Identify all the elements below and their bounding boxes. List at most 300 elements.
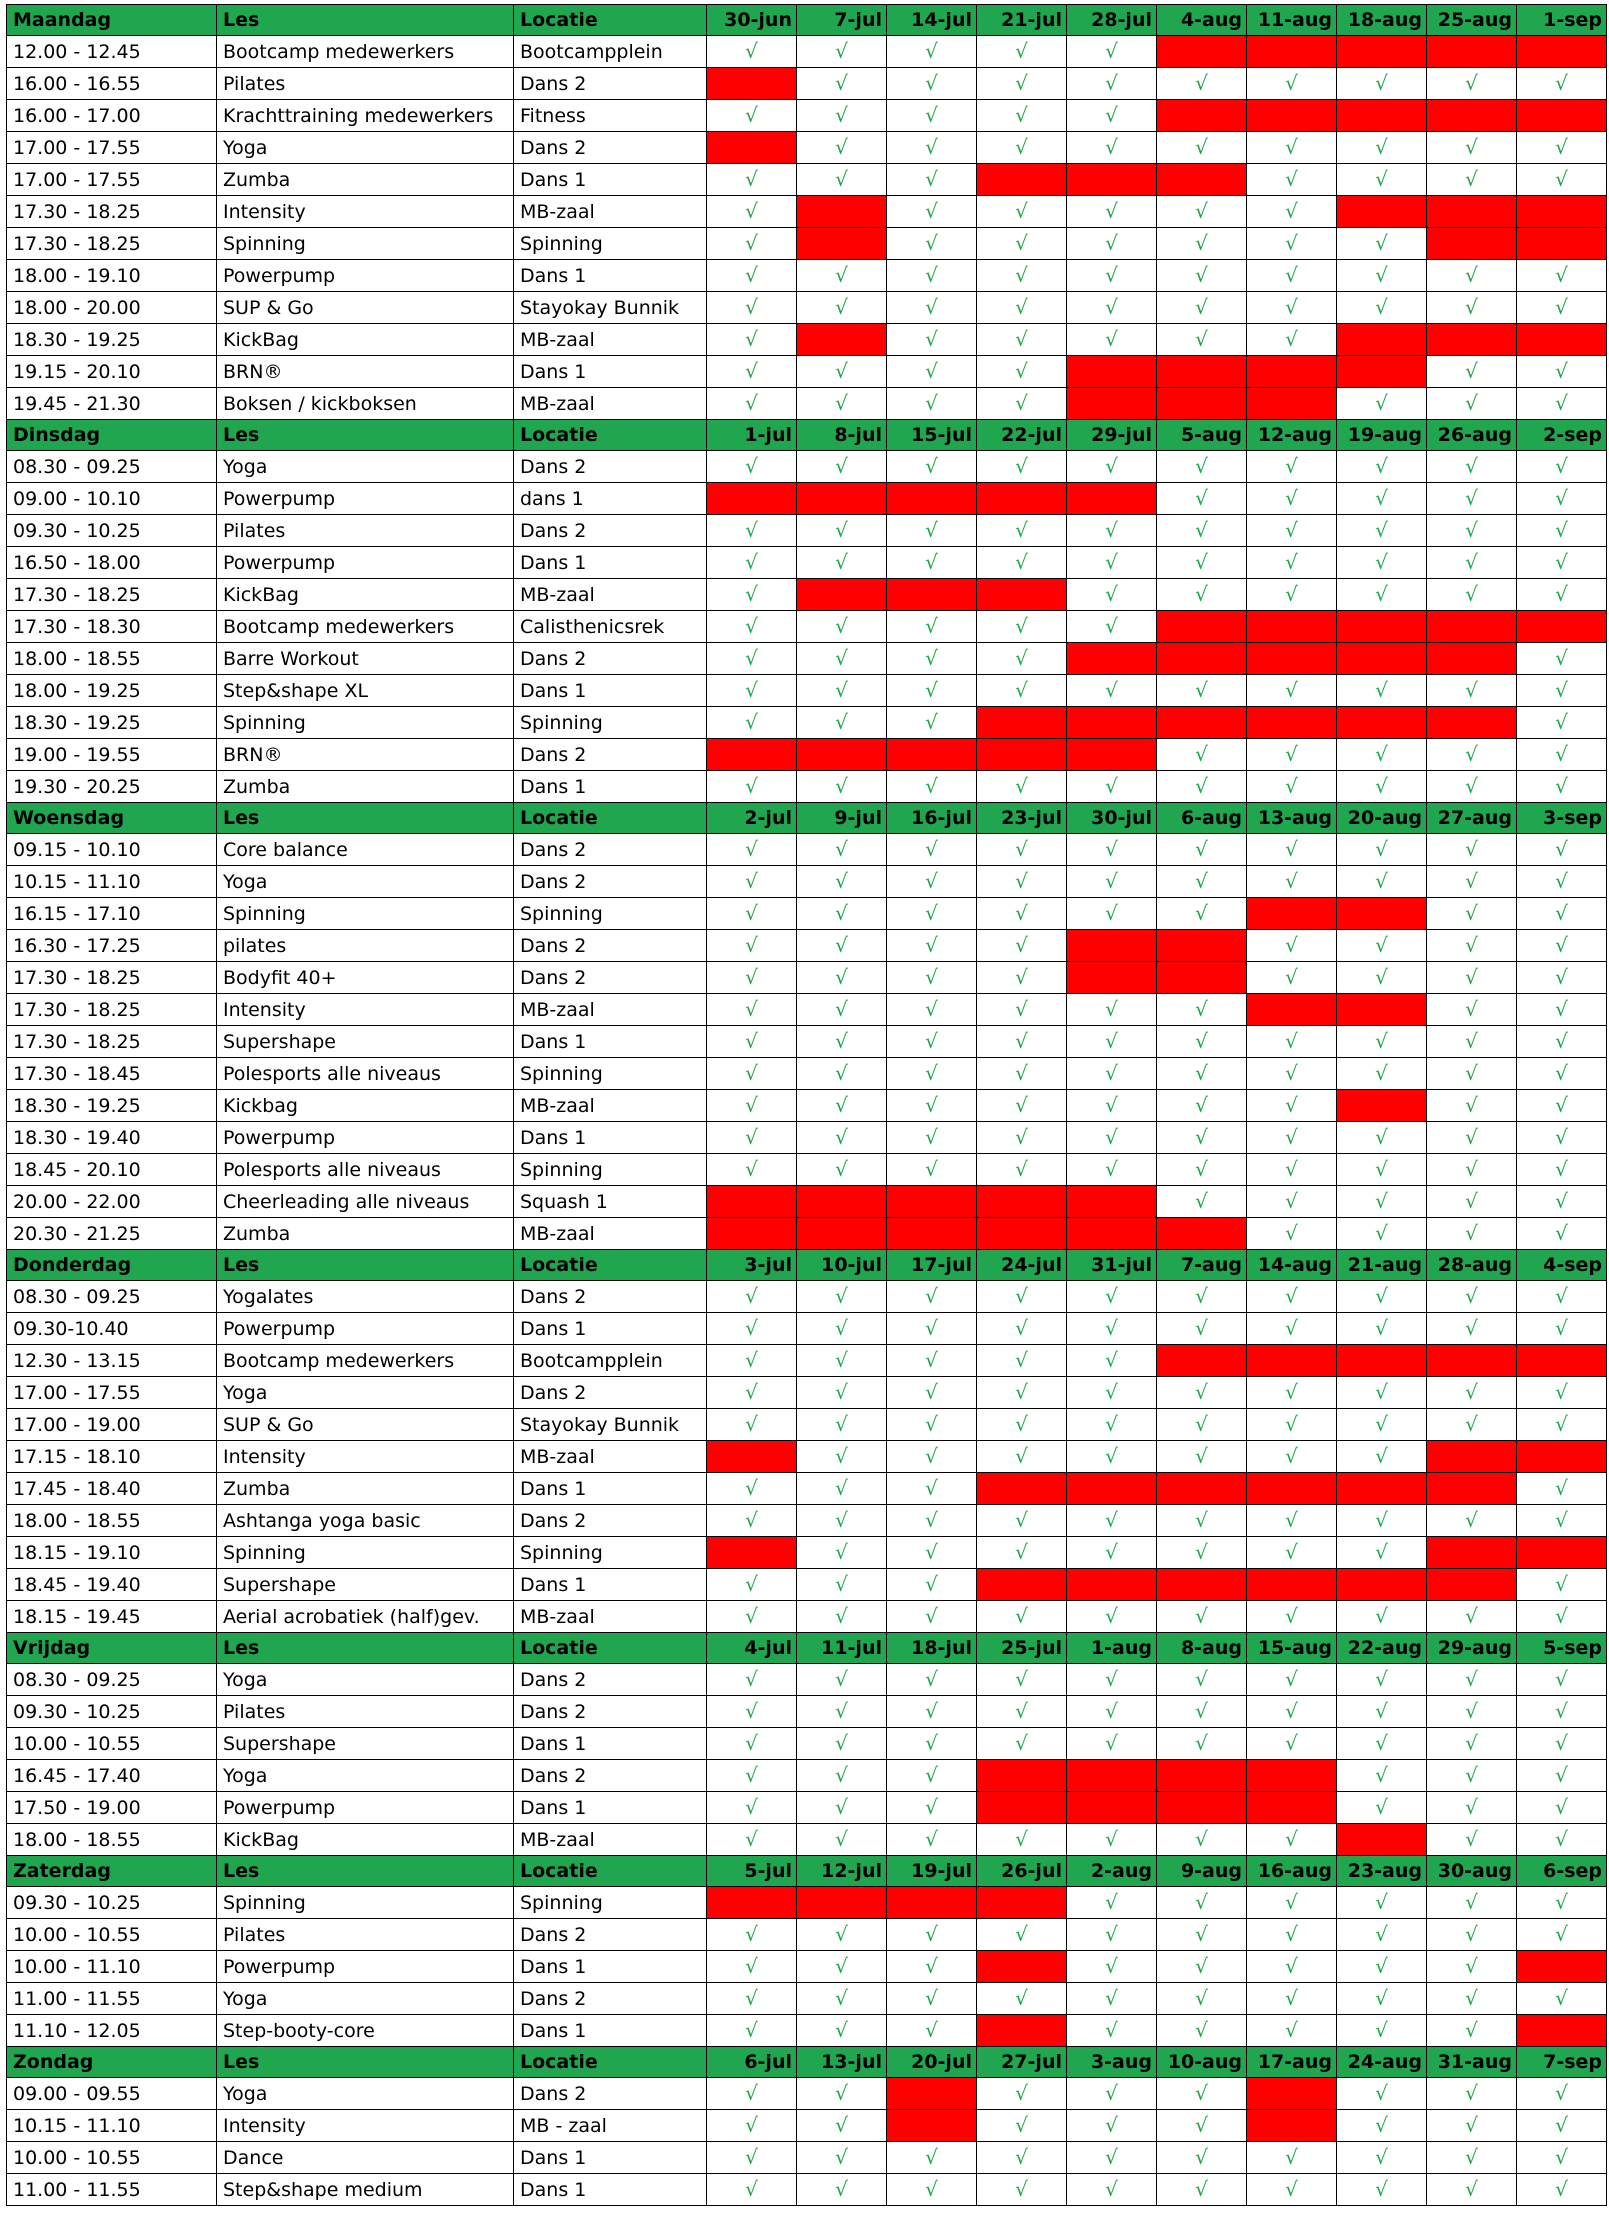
date-header: 29-jul: [1067, 420, 1157, 451]
cancelled-cell: [977, 164, 1067, 196]
cancelled-cell: [977, 1887, 1067, 1919]
available-cell: [887, 675, 977, 707]
check-icon: √: [1465, 295, 1478, 319]
check-icon: √: [1465, 774, 1478, 798]
check-icon: √: [1465, 1125, 1478, 1149]
class-row: [7, 771, 1607, 803]
available-cell: [1517, 930, 1607, 962]
available-cell: [707, 866, 797, 898]
class-row: [7, 260, 1607, 292]
check-icon: √: [1105, 1348, 1118, 1372]
check-icon: √: [1555, 1029, 1568, 1053]
check-icon: √: [1555, 518, 1568, 542]
check-icon: √: [1465, 1061, 1478, 1085]
check-icon: √: [1105, 1699, 1118, 1723]
check-icon: √: [925, 1540, 938, 1564]
available-cell: [977, 388, 1067, 420]
check-icon: √: [1015, 997, 1028, 1021]
available-cell: [1427, 1792, 1517, 1824]
cancelled-cell: [1427, 100, 1517, 132]
available-cell: [1247, 1951, 1337, 1983]
available-cell: [1247, 1664, 1337, 1696]
cancelled-cell: [1247, 994, 1337, 1026]
available-cell: [1157, 547, 1247, 579]
available-cell: [1337, 1601, 1427, 1633]
check-icon: √: [835, 1412, 848, 1436]
available-cell: [1247, 1122, 1337, 1154]
date-header: 3-aug: [1067, 2047, 1157, 2078]
check-icon: √: [1375, 1157, 1388, 1181]
check-icon: √: [745, 327, 758, 351]
available-cell: [977, 1983, 1067, 2015]
cancelled-cell: [1517, 1345, 1607, 1377]
available-cell: [1427, 547, 1517, 579]
available-cell: [797, 1919, 887, 1951]
available-cell: [707, 260, 797, 292]
available-cell: [1067, 611, 1157, 643]
available-cell: [1247, 196, 1337, 228]
cancelled-cell: [977, 1186, 1067, 1218]
check-icon: √: [1015, 1986, 1028, 2010]
available-cell: [1427, 1058, 1517, 1090]
check-icon: √: [1555, 135, 1568, 159]
check-icon: √: [745, 997, 758, 1021]
available-cell: [707, 196, 797, 228]
cancelled-cell: [1337, 611, 1427, 643]
available-cell: [887, 1377, 977, 1409]
available-cell: [1517, 1377, 1607, 1409]
check-icon: √: [1375, 2113, 1388, 2137]
available-cell: [1157, 739, 1247, 771]
check-icon: √: [835, 678, 848, 702]
available-cell: [887, 834, 977, 866]
available-cell: [707, 1664, 797, 1696]
class-location: Dans 1: [514, 1569, 707, 1601]
check-icon: √: [1555, 901, 1568, 925]
check-icon: √: [745, 1827, 758, 1851]
check-icon: √: [835, 71, 848, 95]
date-header: 16-jul: [887, 803, 977, 834]
check-icon: √: [745, 1125, 758, 1149]
available-cell: [977, 1601, 1067, 1633]
available-cell: [1517, 1154, 1607, 1186]
check-icon: √: [835, 1476, 848, 1500]
class-row: [7, 1951, 1607, 1983]
check-icon: √: [925, 103, 938, 127]
available-cell: [1067, 2015, 1157, 2047]
class-time: 17.30 - 18.25: [7, 579, 217, 611]
date-header: 25-jul: [977, 1633, 1067, 1664]
cancelled-cell: [887, 483, 977, 515]
available-cell: [1427, 1505, 1517, 1537]
available-cell: [707, 1058, 797, 1090]
check-icon: √: [1105, 1731, 1118, 1755]
check-icon: √: [1195, 1412, 1208, 1436]
check-icon: √: [1195, 1890, 1208, 1914]
check-icon: √: [745, 1731, 758, 1755]
available-cell: [1157, 1824, 1247, 1856]
available-cell: [1427, 1696, 1517, 1728]
check-icon: √: [745, 2177, 758, 2201]
available-cell: [887, 164, 977, 196]
class-row: [7, 388, 1607, 420]
check-icon: √: [1375, 869, 1388, 893]
cancelled-cell: [1337, 1824, 1427, 1856]
available-cell: [1067, 994, 1157, 1026]
class-time: 10.00 - 10.55: [7, 2142, 217, 2174]
available-cell: [977, 643, 1067, 675]
check-icon: √: [925, 646, 938, 670]
class-location: Dans 2: [514, 68, 707, 100]
check-icon: √: [925, 1508, 938, 1532]
available-cell: [1247, 2174, 1337, 2206]
check-icon: √: [1105, 2145, 1118, 2169]
class-row: [7, 1887, 1607, 1919]
available-cell: [1157, 1887, 1247, 1919]
check-icon: √: [1285, 837, 1298, 861]
check-icon: √: [835, 2081, 848, 2105]
class-row: [7, 1026, 1607, 1058]
class-location: Bootcampplein: [514, 1345, 707, 1377]
available-cell: [977, 2142, 1067, 2174]
class-name: Zumba: [217, 771, 514, 803]
class-time: 17.30 - 18.25: [7, 196, 217, 228]
day-name: Donderdag: [7, 1250, 217, 1281]
date-header: 10-aug: [1157, 2047, 1247, 2078]
cancelled-cell: [1247, 1345, 1337, 1377]
available-cell: [1067, 1951, 1157, 1983]
available-cell: [1517, 1122, 1607, 1154]
class-time: 11.00 - 11.55: [7, 2174, 217, 2206]
check-icon: √: [1285, 1189, 1298, 1213]
available-cell: [707, 1983, 797, 2015]
date-header: 4-sep: [1517, 1250, 1607, 1281]
available-cell: [1157, 2078, 1247, 2110]
available-cell: [1247, 1601, 1337, 1633]
available-cell: [887, 1569, 977, 1601]
check-icon: √: [745, 1572, 758, 1596]
class-name: Barre Workout: [217, 643, 514, 675]
class-time: 08.30 - 09.25: [7, 1281, 217, 1313]
check-icon: √: [1105, 997, 1118, 1021]
available-cell: [797, 68, 887, 100]
day-name: Zaterdag: [7, 1856, 217, 1887]
available-cell: [1427, 866, 1517, 898]
class-location: Dans 2: [514, 739, 707, 771]
available-cell: [1517, 1313, 1607, 1345]
available-cell: [887, 1601, 977, 1633]
class-name: Pilates: [217, 515, 514, 547]
available-cell: [707, 547, 797, 579]
available-cell: [1157, 771, 1247, 803]
available-cell: [1337, 771, 1427, 803]
available-cell: [1067, 2110, 1157, 2142]
available-cell: [1157, 1090, 1247, 1122]
check-icon: √: [1555, 933, 1568, 957]
available-cell: [1247, 2142, 1337, 2174]
les-header: Les: [217, 803, 514, 834]
available-cell: [887, 1951, 977, 1983]
available-cell: [1337, 388, 1427, 420]
check-icon: √: [835, 1444, 848, 1468]
cancelled-cell: [797, 739, 887, 771]
check-icon: √: [1285, 1029, 1298, 1053]
check-icon: √: [1105, 901, 1118, 925]
available-cell: [1067, 2174, 1157, 2206]
available-cell: [1337, 1313, 1427, 1345]
check-icon: √: [1195, 1827, 1208, 1851]
class-row: [7, 1696, 1607, 1728]
available-cell: [1427, 834, 1517, 866]
check-icon: √: [1555, 167, 1568, 191]
check-icon: √: [1195, 1093, 1208, 1117]
cancelled-cell: [1517, 324, 1607, 356]
available-cell: [977, 1441, 1067, 1473]
class-time: 11.00 - 11.55: [7, 1983, 217, 2015]
available-cell: [797, 292, 887, 324]
class-row: [7, 1601, 1607, 1633]
available-cell: [707, 100, 797, 132]
check-icon: √: [835, 1699, 848, 1723]
class-row: [7, 1664, 1607, 1696]
available-cell: [1337, 68, 1427, 100]
check-icon: √: [1015, 1667, 1028, 1691]
check-icon: √: [1015, 1029, 1028, 1053]
day-header-row: [7, 420, 1607, 451]
check-icon: √: [1555, 2081, 1568, 2105]
cancelled-cell: [1067, 739, 1157, 771]
class-row: [7, 451, 1607, 483]
available-cell: [797, 1983, 887, 2015]
available-cell: [1157, 451, 1247, 483]
available-cell: [1517, 1505, 1607, 1537]
cancelled-cell: [1157, 1792, 1247, 1824]
check-icon: √: [925, 1572, 938, 1596]
available-cell: [1247, 1983, 1337, 2015]
available-cell: [1517, 547, 1607, 579]
check-icon: √: [925, 1380, 938, 1404]
check-icon: √: [1555, 997, 1568, 1021]
class-name: Supershape: [217, 1728, 514, 1760]
date-header: 12-aug: [1247, 420, 1337, 451]
check-icon: √: [925, 1699, 938, 1723]
available-cell: [1337, 164, 1427, 196]
available-cell: [887, 2142, 977, 2174]
available-cell: [977, 2174, 1067, 2206]
cancelled-cell: [797, 1218, 887, 1250]
check-icon: √: [1465, 2018, 1478, 2042]
available-cell: [887, 1505, 977, 1537]
class-name: Pilates: [217, 1696, 514, 1728]
check-icon: √: [835, 1731, 848, 1755]
check-icon: √: [1015, 263, 1028, 287]
check-icon: √: [1375, 1061, 1388, 1085]
available-cell: [977, 196, 1067, 228]
check-icon: √: [1105, 1890, 1118, 1914]
available-cell: [797, 2078, 887, 2110]
check-icon: √: [1195, 1316, 1208, 1340]
check-icon: √: [1285, 1157, 1298, 1181]
check-icon: √: [835, 710, 848, 734]
check-icon: √: [1195, 678, 1208, 702]
class-name: Zumba: [217, 1218, 514, 1250]
available-cell: [797, 1377, 887, 1409]
check-icon: √: [1375, 1922, 1388, 1946]
class-name: Step&shape medium: [217, 2174, 514, 2206]
available-cell: [887, 228, 977, 260]
check-icon: √: [1465, 933, 1478, 957]
class-row: [7, 834, 1607, 866]
available-cell: [1067, 100, 1157, 132]
check-icon: √: [745, 1093, 758, 1117]
class-location: Dans 2: [514, 1281, 707, 1313]
class-time: 10.00 - 11.10: [7, 1951, 217, 1983]
check-icon: √: [1465, 1795, 1478, 1819]
check-icon: √: [925, 710, 938, 734]
available-cell: [1157, 483, 1247, 515]
available-cell: [887, 196, 977, 228]
cancelled-cell: [797, 196, 887, 228]
check-icon: √: [1105, 1444, 1118, 1468]
check-icon: √: [1555, 391, 1568, 415]
class-time: 17.00 - 17.55: [7, 132, 217, 164]
cancelled-cell: [887, 2110, 977, 2142]
available-cell: [887, 1919, 977, 1951]
check-icon: √: [745, 391, 758, 415]
available-cell: [1517, 1218, 1607, 1250]
check-icon: √: [1105, 1157, 1118, 1181]
available-cell: [1427, 1090, 1517, 1122]
check-icon: √: [1105, 869, 1118, 893]
class-row: [7, 675, 1607, 707]
check-icon: √: [1555, 1795, 1568, 1819]
class-location: Dans 1: [514, 260, 707, 292]
cancelled-cell: [1337, 324, 1427, 356]
date-header: 24-jul: [977, 1250, 1067, 1281]
available-cell: [1337, 1919, 1427, 1951]
available-cell: [1157, 132, 1247, 164]
class-name: Powerpump: [217, 1792, 514, 1824]
available-cell: [1067, 260, 1157, 292]
cancelled-cell: [707, 739, 797, 771]
cancelled-cell: [977, 1473, 1067, 1505]
check-icon: √: [1555, 359, 1568, 383]
class-row: [7, 2015, 1607, 2047]
available-cell: [887, 1473, 977, 1505]
check-icon: √: [925, 2018, 938, 2042]
check-icon: √: [925, 263, 938, 287]
cancelled-cell: [1337, 36, 1427, 68]
check-icon: √: [745, 582, 758, 606]
available-cell: [1337, 515, 1427, 547]
date-header: 17-aug: [1247, 2047, 1337, 2078]
available-cell: [1337, 1409, 1427, 1441]
available-cell: [1067, 451, 1157, 483]
available-cell: [1247, 1919, 1337, 1951]
available-cell: [1337, 930, 1427, 962]
available-cell: [1517, 388, 1607, 420]
check-icon: √: [1465, 1157, 1478, 1181]
available-cell: [1247, 68, 1337, 100]
available-cell: [1067, 515, 1157, 547]
check-icon: √: [835, 2145, 848, 2169]
cancelled-cell: [1067, 1760, 1157, 1792]
cancelled-cell: [1337, 1473, 1427, 1505]
available-cell: [1067, 228, 1157, 260]
class-time: 09.30 - 10.25: [7, 515, 217, 547]
check-icon: √: [1555, 1061, 1568, 1085]
check-icon: √: [1195, 1380, 1208, 1404]
check-icon: √: [1015, 678, 1028, 702]
available-cell: [1427, 1026, 1517, 1058]
class-location: Dans 1: [514, 1473, 707, 1505]
check-icon: √: [1195, 742, 1208, 766]
available-cell: [1067, 834, 1157, 866]
available-cell: [977, 228, 1067, 260]
check-icon: √: [1195, 1604, 1208, 1628]
available-cell: [1247, 1154, 1337, 1186]
cancelled-cell: [1517, 611, 1607, 643]
check-icon: √: [1195, 550, 1208, 574]
cancelled-cell: [1337, 100, 1427, 132]
class-row: [7, 866, 1607, 898]
check-icon: √: [1465, 1890, 1478, 1914]
available-cell: [977, 962, 1067, 994]
check-icon: √: [1015, 295, 1028, 319]
available-cell: [707, 834, 797, 866]
class-row: [7, 1728, 1607, 1760]
check-icon: √: [1105, 614, 1118, 638]
check-icon: √: [1195, 582, 1208, 606]
check-icon: √: [1015, 901, 1028, 925]
check-icon: √: [1555, 1508, 1568, 1532]
cancelled-cell: [1157, 388, 1247, 420]
available-cell: [887, 2015, 977, 2047]
cancelled-cell: [1517, 196, 1607, 228]
check-icon: √: [925, 327, 938, 351]
class-row: [7, 1792, 1607, 1824]
class-name: Pilates: [217, 68, 514, 100]
check-icon: √: [745, 1604, 758, 1628]
check-icon: √: [835, 1061, 848, 1085]
cancelled-cell: [1517, 2015, 1607, 2047]
class-name: SUP & Go: [217, 292, 514, 324]
class-location: Dans 1: [514, 164, 707, 196]
available-cell: [1517, 1887, 1607, 1919]
available-cell: [797, 771, 887, 803]
class-location: Dans 1: [514, 2174, 707, 2206]
check-icon: √: [1015, 869, 1028, 893]
class-row: [7, 1313, 1607, 1345]
available-cell: [887, 962, 977, 994]
available-cell: [977, 324, 1067, 356]
available-cell: [977, 100, 1067, 132]
available-cell: [797, 1441, 887, 1473]
check-icon: √: [1195, 1699, 1208, 1723]
class-name: Yogalates: [217, 1281, 514, 1313]
available-cell: [1067, 1090, 1157, 1122]
check-icon: √: [1015, 71, 1028, 95]
date-header: 12-jul: [797, 1856, 887, 1887]
class-time: 09.30 - 10.25: [7, 1887, 217, 1919]
class-name: Spinning: [217, 898, 514, 930]
available-cell: [1517, 2110, 1607, 2142]
available-cell: [1067, 1696, 1157, 1728]
available-cell: [1337, 866, 1427, 898]
cancelled-cell: [1247, 1569, 1337, 1601]
cancelled-cell: [707, 1441, 797, 1473]
available-cell: [1427, 1728, 1517, 1760]
